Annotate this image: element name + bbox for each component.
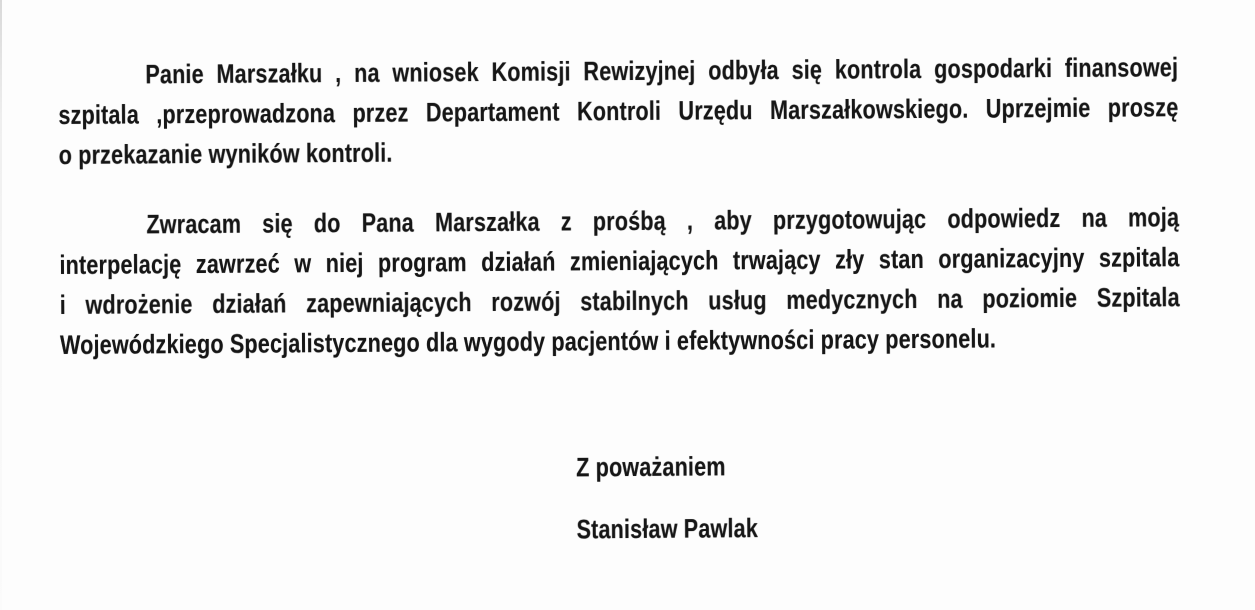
paragraph-request-audit <box>58 47 1179 175</box>
paragraph-line: i wdrożenie działań zapewniających rozwój stabilnych usług medycznych na poziomie Szpitala <box>59 282 1180 320</box>
paragraph-line: Wojewódzkiego Specjalistycznego dla wygody pacjentów i efektywności pracy personelu. <box>59 323 997 360</box>
letter-body <box>58 47 1181 553</box>
signer-name: Stanisław Pawlak <box>576 513 759 545</box>
paragraph-line: o przekazanie wyników kontroli. <box>58 137 393 170</box>
signature-block <box>61 443 1182 553</box>
paragraph-line: interpelację zawrzeć w niej program działań zmieniających trwający zły stan organizacyjny szpitala <box>59 242 1180 280</box>
paragraph-program-request <box>59 197 1180 365</box>
paragraph-line: Zwracam się do Pana Marszałka z prośbą , aby przygotowując odpowiedz na moją <box>146 202 1180 240</box>
scanner-edge-artifact <box>0 0 2 610</box>
paragraph-line: Panie Marszałku , na wniosek Komisji Rewizyjnej odbyła się kontrola gospodarki finansowej <box>145 52 1179 90</box>
paragraph-line: szpitala ,przeprowadzona przez Departament Kontroli Urzędu Marszałkowskiego. Uprzejmie proszę <box>58 92 1179 130</box>
closing-salutation: Z poważaniem <box>575 451 726 483</box>
